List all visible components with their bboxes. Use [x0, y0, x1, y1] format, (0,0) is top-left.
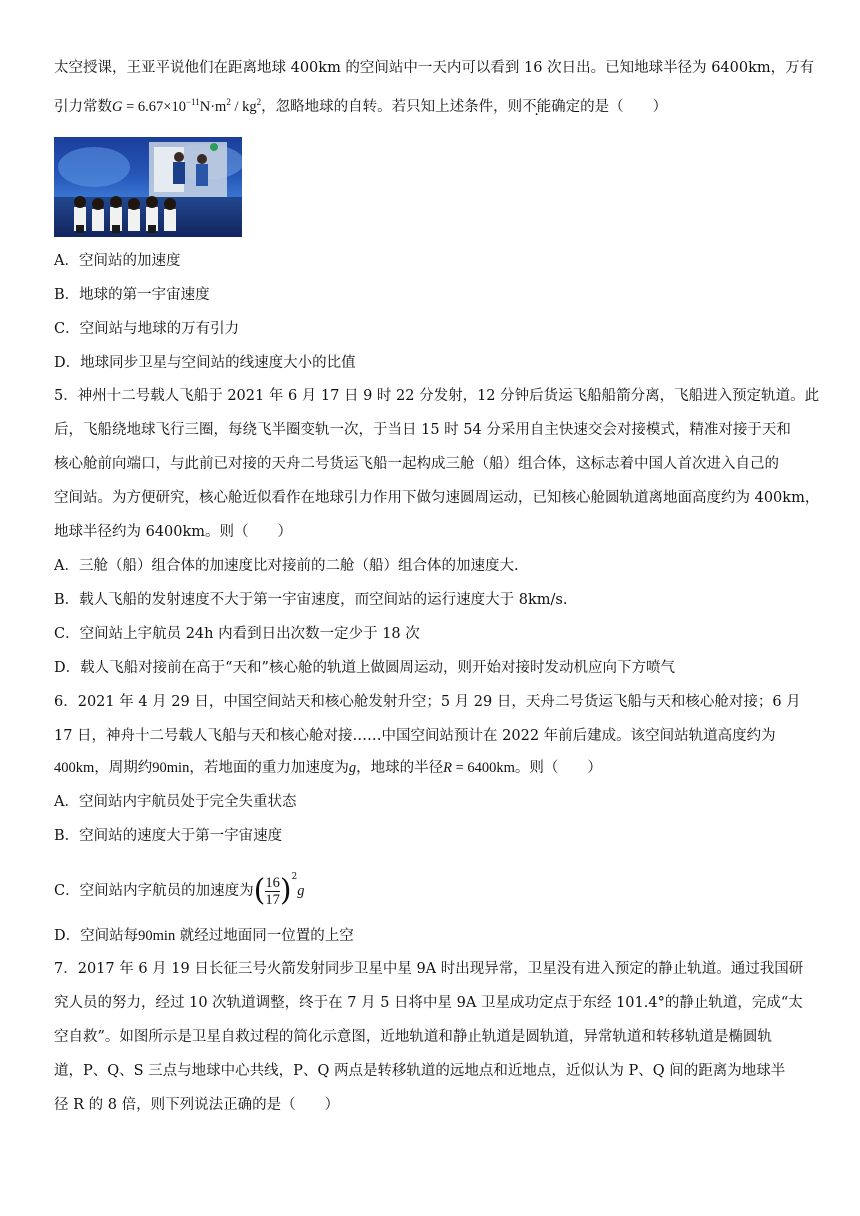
formula-unit-tail: / kg — [230, 99, 257, 115]
q5-stem-line-3: 核心舱前向端口，与此前已对接的天舟二号货运飞船一起构成三舱（船）组合体，这标志着中国人首次进入自己的 — [54, 456, 779, 472]
q7-stem-line-4: 道，P、Q、S 三点与地球中心共线，P、Q 两点是转移轨道的远地点和近地点，近似认为 P、Q 间的距离为地球半 — [54, 1063, 786, 1079]
symbol-g-option: g — [297, 883, 305, 899]
q6-option-d-text-2: 就经过地面同一位置的上空 — [175, 928, 354, 944]
symbol-R: R — [443, 760, 452, 776]
space-lecture-photo — [54, 137, 242, 237]
q4-option-b: B．地球的第一宇宙速度 — [54, 287, 210, 303]
earth-radius-value: = 6400km — [451, 760, 515, 776]
q5-option-a: A．三舱（船）组合体的加速度比对接前的二舱（船）组合体的加速度大. — [54, 558, 519, 574]
fraction-exponent: 2 — [291, 872, 298, 882]
q6-option-d-text: D．空间站每 — [54, 928, 139, 944]
q6-option-c — [54, 857, 305, 911]
q4-stem-line-1: 太空授课，王亚平说他们在距离地球 400km 的空间站中一天内可以看到 16 次日出。已知地球半径为 6400km，万有 — [54, 60, 815, 76]
q5-option-d: D．载人飞船对接前在高于“天和”核心舱的轨道上做圆周运动，则开始对接时发动机应向下方喷气 — [54, 660, 675, 676]
q6-option-b: B．空间站的速度大于第一宇宙速度 — [54, 828, 283, 844]
q5-option-c: C．空间站上宇航员 24h 内看到日出次数一定少于 18 次 — [54, 626, 420, 642]
q4-stem-text: 引力常数 — [54, 99, 112, 115]
orbit-period-value: 90min — [152, 760, 190, 776]
q6-text-gravity: ，若地面的重力加速度为 — [189, 760, 349, 776]
q7-stem-line-3: 空自救”。如图所示是卫星自救过程的简化示意图，近地轨道和静止轨道是圆轨道，异常轨道和转移轨道是椭圆轨 — [54, 1029, 772, 1045]
formula-unit-tail-exponent: 2 — [256, 97, 262, 107]
left-paren: ( — [253, 873, 266, 908]
q5-stem-line-1: 5．神州十二号载人飞船于 2021 年 6 月 17 日 9 时 22 分发射，12 分钟后货运飞船船箭分离，飞船进入预定轨道。此 — [54, 388, 820, 404]
q6-stem-line-1: 6．2021 年 4 月 29 日，中国空间站天和核心舱发射升空；5 月 29 日，天舟二号货运飞船与天和核心舱对接；6 月 — [54, 694, 801, 710]
fraction-denominator: 17 — [265, 891, 280, 908]
q6-option-a: A．空间站内宇航员处于完全失重状态 — [54, 794, 297, 810]
formula-unit-exponent: 2 — [226, 97, 231, 107]
period-value: 90min — [138, 928, 176, 944]
q4-option-d: D．地球同步卫星与空间站的线速度大小的比值 — [54, 355, 356, 371]
formula-unit: N·m — [199, 99, 227, 115]
fraction-16-17 — [265, 875, 280, 908]
q4-option-c: C．空间站与地球的万有引力 — [54, 321, 240, 337]
q7-stem-line-2: 究人员的努力，经过 10 次轨道调整，终于在 7 月 5 日将中星 9A 卫星成功定点于东经 101.4°的静止轨道，完成“太 — [54, 995, 803, 1011]
q6-text-radius: ，地球的半径 — [356, 760, 444, 776]
right-paren: ) — [279, 873, 292, 908]
formula-symbol-G: G — [112, 99, 123, 115]
gravitational-constant-formula — [112, 99, 261, 115]
q6-option-c-text: C．空间站内字航员的加速度为 — [54, 883, 254, 899]
q4-option-a: A．空间站的加速度 — [54, 253, 181, 269]
space-lecture-photo-illustration — [54, 137, 242, 237]
q6-text-period: ，周期约 — [94, 760, 153, 776]
q4-stem-line-2 — [54, 91, 667, 118]
formula-exponent: −11 — [185, 97, 200, 107]
orbit-height-value: 400km — [54, 760, 95, 776]
q7-stem-line-1: 7．2017 年 6 月 19 日长征三号火箭发射同步卫星中星 9A 时出现异常，卫星没有进入预定的静止轨道。通过我国研 — [54, 961, 804, 977]
q6-stem-line-2: 17 日，神舟十二号载人飞船与天和核心舱对接……中国空间站预计在 2022 年前后建成。该空间站轨道高度约为 — [54, 728, 776, 744]
formula-value: = 6.67×10 — [122, 99, 186, 115]
fraction-numerator: 16 — [265, 874, 280, 891]
q5-stem-line-5: 地球半径约为 6400km。则（ ） — [54, 524, 293, 540]
q6-text-end: 。则（ ） — [514, 760, 602, 776]
q6-option-d — [54, 925, 354, 947]
q7-stem-line-5: 径 R 的 8 倍，则下列说法正确的是（ ） — [54, 1097, 340, 1113]
q5-option-b: B．载人飞船的发射速度不大于第一宇宙速度，而空间站的运行速度大于 8km/s. — [54, 592, 568, 608]
q5-stem-line-4: 空间站。为方便研究，核心舱近似看作在地球引力作用下做匀速圆周运动，已知核心舱圆轨道离地面高度约为 400km， — [54, 490, 820, 506]
q5-stem-line-2: 后，飞船绕地球飞行三圈，每绕飞半圈变轨一次，于当日 15 时 54 分采用自主快速交会对接模式，精准对接于天和 — [54, 422, 791, 438]
q4-stem-text-3: 确定的是（ ） — [551, 99, 668, 115]
emphasis-mark: 不能 — [522, 99, 552, 115]
symbol-g: g — [348, 760, 357, 776]
q6-stem-line-3 — [54, 757, 602, 779]
q4-stem-text-2: ，忽略地球的自转。若只知上述条件，则 — [261, 99, 523, 115]
